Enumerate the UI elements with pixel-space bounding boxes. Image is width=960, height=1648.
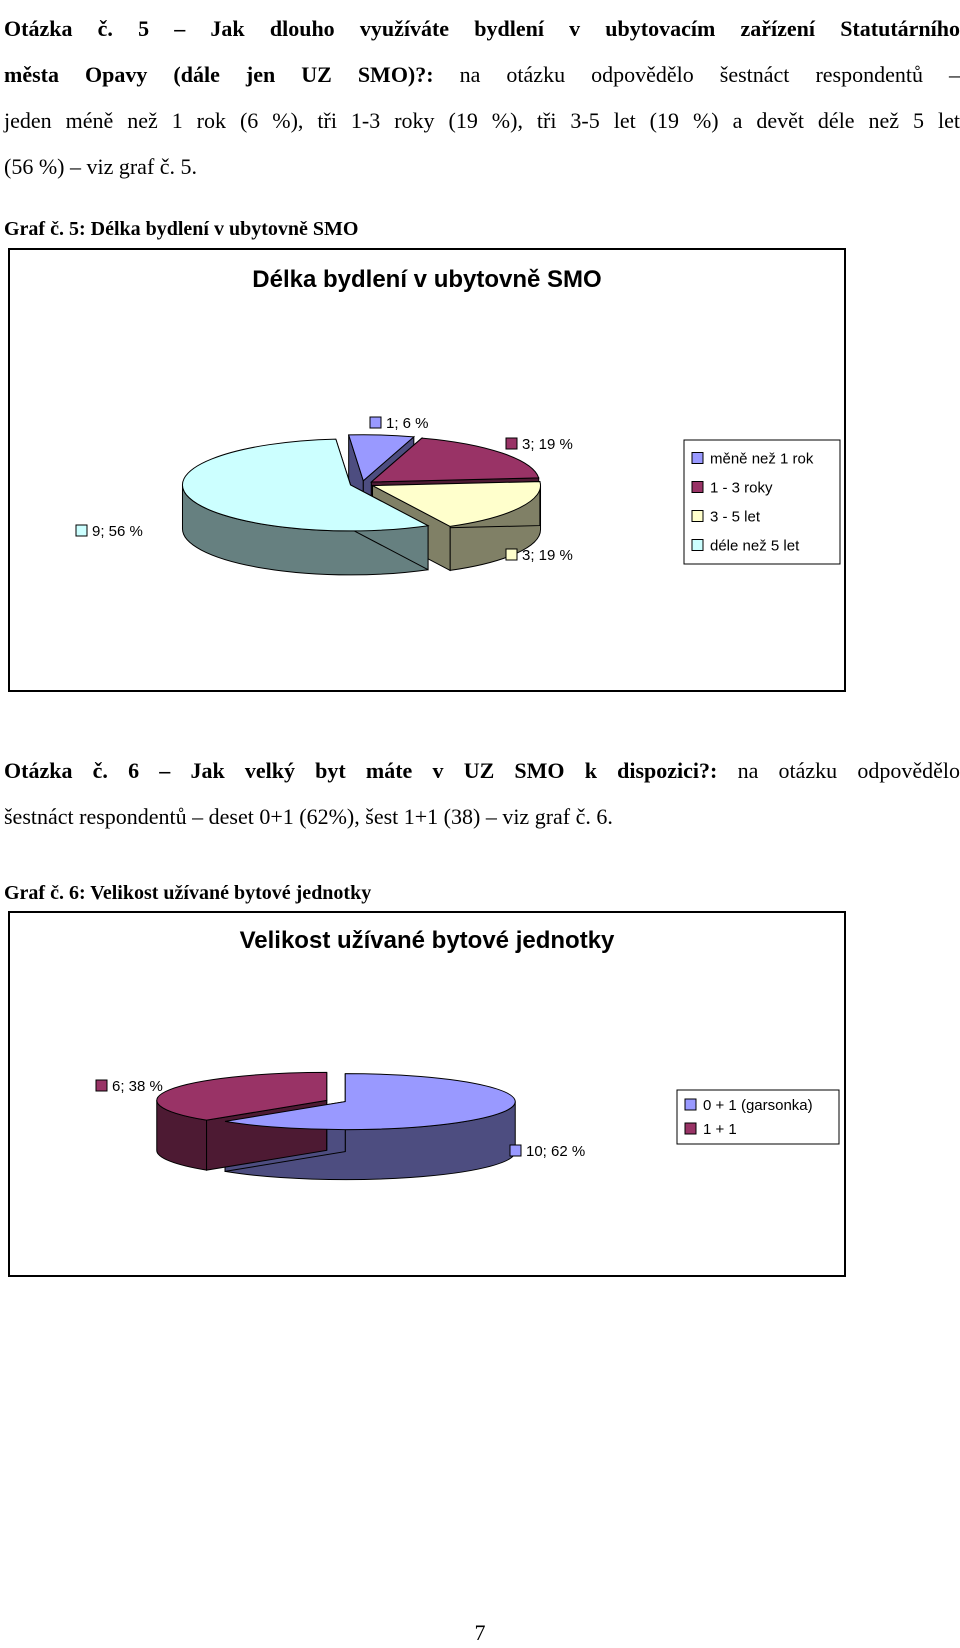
chart-5-data-label-1-3-roky: 3; 19 % [522,436,573,453]
chart-5-legend-key-dele-nez-5-let [692,540,703,551]
question-5-answer-start: na otázku odpovědělo šestnáct respondentů – [433,62,960,87]
chart-5-legend-key-1-3-roky [692,482,703,493]
question-6-heading: Otázka č. 6 – Jak velký byt máte v UZ SMO k dispozici?: [4,758,718,783]
question-6-line-2: šestnáct respondentů – deset 0+1 (62%), šest 1+1 (38) – viz graf č. 6. [4,804,613,829]
question-6-answer-start: na otázku odpovědělo [717,758,960,783]
chart-6-data-label-key-1-1 [96,1080,107,1091]
chart-6-title: Velikost užívané bytové jednotky [239,927,615,954]
chart-6-legend-label-0-1-garsonka: 0 + 1 (garsonka) [703,1097,813,1114]
chart-5-title: Délka bydlení v ubytovně SMO [252,266,602,293]
chart-5 [8,248,846,692]
chart-6-data-label-key-0-1-garsonka [510,1145,521,1156]
question-5-line-3: jeden méně než 1 rok (6 %), tři 1-3 roky (19 %), tři 3-5 let (19 %) a devět déle než 5 let [4,108,960,133]
chart-5-data-label-dele-nez-5-let: 9; 56 % [92,523,143,540]
chart-6-legend [677,1090,839,1144]
question-5-paragraph [4,6,960,190]
question-6-line-1 [4,748,960,794]
chart-5-legend-key-mene-nez-1-rok [692,453,703,464]
chart-5-legend [684,440,840,564]
question-5-line-4: (56 %) – viz graf č. 5. [4,154,198,179]
chart-6-legend-key-1-1 [685,1123,696,1134]
chart-5-data-label-mene-nez-1-rok: 1; 6 % [386,415,429,432]
chart-5-data-label-key-3-5-let [506,549,517,560]
question-6-paragraph [4,748,960,840]
page-number: 7 [474,1620,486,1645]
chart-6-data-label-0-1-garsonka: 10; 62 % [526,1143,586,1160]
chart-5-legend-label-3-5-let: 3 - 5 let [710,508,761,526]
chart-6-legend-key-0-1-garsonka [685,1099,696,1110]
chart-5-data-label-key-mene-nez-1-rok [370,417,381,428]
chart-5-legend-label-dele-nez-5-let: déle než 5 let [710,537,800,555]
chart-5-legend-label-mene-nez-1-rok: měně než 1 rok [710,450,814,468]
question-5-line-2 [4,52,960,98]
chart-6-caption: Graf č. 6: Velikost užívané bytové jednotky [4,882,372,904]
chart-5-caption: Graf č. 5: Délka bydlení v ubytovně SMO [4,218,359,240]
chart-5-plot [10,250,848,694]
chart-6-legend-label-1-1: 1 + 1 [703,1121,737,1138]
chart-6-plot [10,913,848,1279]
chart-6 [8,911,846,1277]
question-5-heading-end: města Opavy (dále jen UZ SMO)?: [4,62,434,87]
chart-5-legend-key-3-5-let [692,511,703,522]
chart-5-data-label-3-5-let: 3; 19 % [522,547,573,564]
chart-5-legend-label-1-3-roky: 1 - 3 roky [710,479,773,497]
chart-5-data-label-key-1-3-roky [506,438,517,449]
question-5-heading-line: Otázka č. 5 – Jak dlouho využíváte bydlení v ubytovacím zařízení Statutárního [4,16,960,41]
chart-6-data-label-1-1: 6; 38 % [112,1078,163,1095]
chart-5-data-label-key-dele-nez-5-let [76,525,87,536]
